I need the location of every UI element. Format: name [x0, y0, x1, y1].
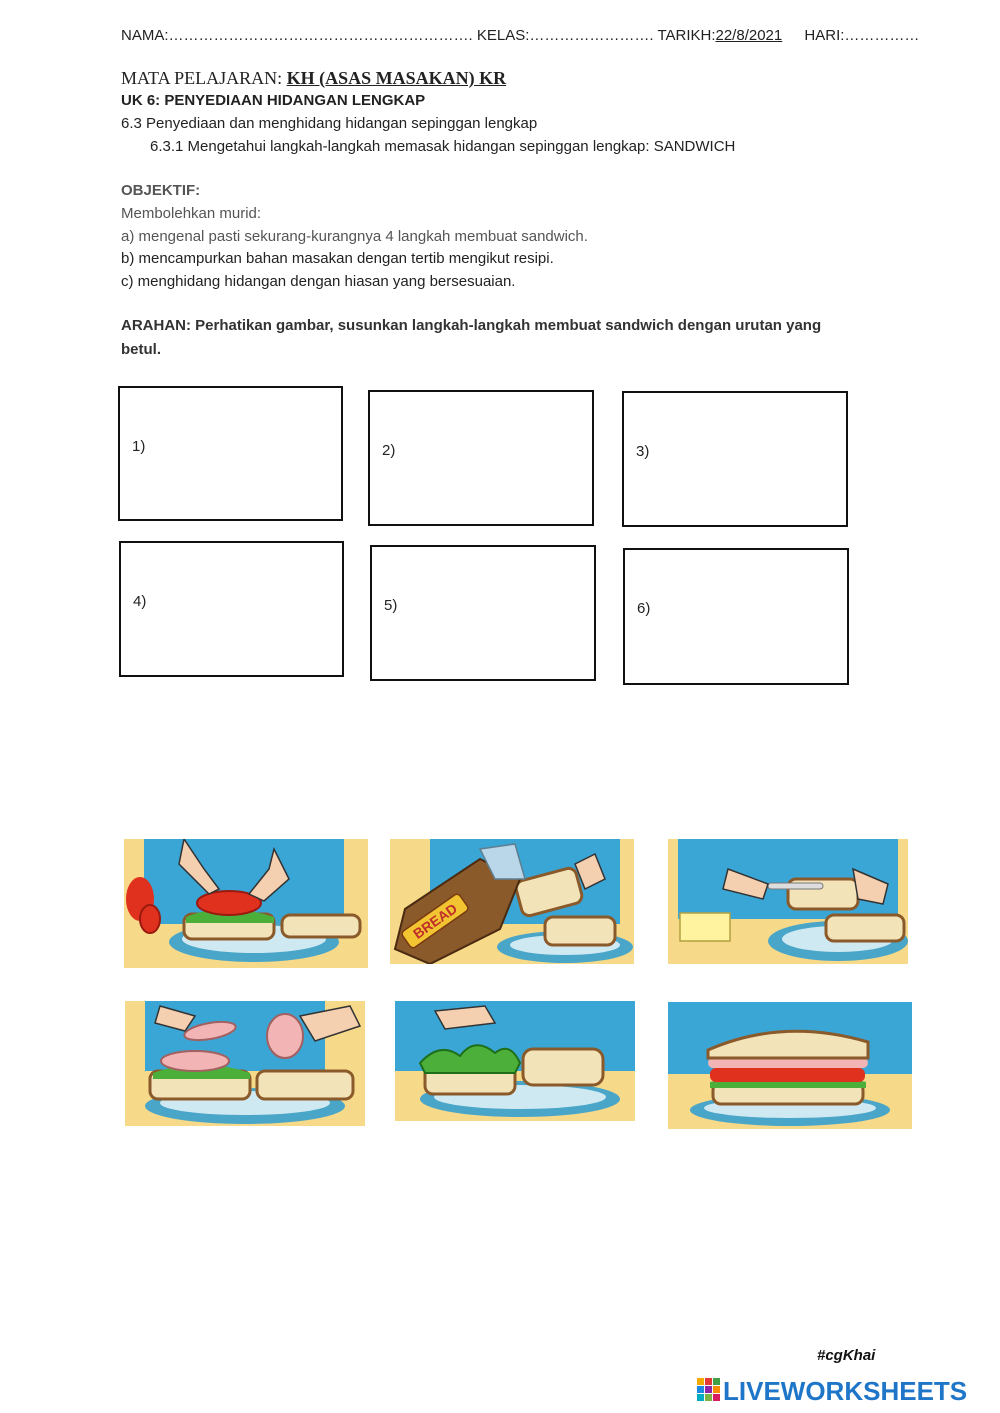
topic: 6.3 Penyediaan dan menghidang hidangan sepinggan lengkap	[121, 115, 538, 132]
subject-value: KH (ASAS MASAKAN) KR	[286, 68, 507, 88]
answer-box-number: 4)	[133, 593, 147, 610]
answer-box-number: 5)	[384, 597, 398, 614]
kelas-label: KELAS:…………………….	[476, 27, 658, 44]
instruction-line-2: betul.	[121, 341, 161, 358]
answer-box-1[interactable]	[118, 386, 343, 521]
instruction-line-1: ARAHAN: Perhatikan gambar, susunkan langkah-langkah membuat sandwich dengan urutan yang	[121, 317, 822, 334]
answer-box-2[interactable]	[368, 390, 594, 526]
tarikh-value: 22/8/2021	[715, 27, 783, 44]
finished-sandwich-picture	[668, 1002, 912, 1129]
bread-bag-picture	[390, 839, 634, 964]
answer-box-3[interactable]	[622, 391, 848, 527]
answer-box-6[interactable]	[623, 548, 849, 685]
butter-picture	[668, 839, 908, 964]
subject-label: MATA PELAJARAN:	[121, 68, 287, 88]
image-finished-sandwich[interactable]	[668, 1002, 912, 1129]
tarikh-label: TARIKH:	[657, 27, 716, 44]
image-tomato-slices[interactable]	[124, 839, 368, 968]
ham-picture	[125, 1001, 365, 1126]
image-bread-from-bag[interactable]	[390, 839, 634, 964]
bread-bag-label: BREAD	[410, 900, 460, 942]
author-tag: #cgKhai	[817, 1347, 876, 1364]
unit-title: UK 6: PENYEDIAAN HIDANGAN LENGKAP	[121, 92, 426, 109]
liveworksheets-logo-text: LIVEWORKSHEETS	[723, 1376, 968, 1406]
answer-box-4[interactable]	[119, 541, 344, 677]
subject-line	[121, 68, 506, 89]
image-add-ham[interactable]	[125, 1001, 365, 1126]
answer-box-number: 2)	[382, 442, 396, 459]
answer-box-number: 3)	[636, 443, 650, 460]
answer-box-number: 6)	[637, 600, 651, 617]
objective-item-b: b) mencampurkan bahan masakan dengan tertib mengikut resipi.	[121, 250, 554, 267]
tomato-slices-picture	[124, 839, 368, 968]
nama-label: NAMA:…………………………………………………….	[121, 27, 477, 44]
subtopic: 6.3.1 Mengetahui langkah-langkah memasak hidangan sepinggan lengkap: SANDWICH	[150, 138, 736, 155]
objective-heading: OBJEKTIF:	[121, 182, 201, 199]
objective-item-c: c) menghidang hidangan dengan hiasan yang bersesuaian.	[121, 273, 516, 290]
answer-box-5[interactable]	[370, 545, 596, 681]
image-spread-butter[interactable]	[668, 839, 908, 964]
liveworksheets-logo-icon	[697, 1378, 721, 1402]
objective-intro: Membolehkan murid:	[121, 205, 262, 222]
hari-label: HARI:……………	[804, 27, 920, 44]
answer-box-number: 1)	[132, 438, 146, 455]
lettuce-picture	[395, 1001, 635, 1121]
objective-item-a: a) mengenal pasti sekurang-kurangnya 4 langkah membuat sandwich.	[121, 228, 588, 245]
image-add-lettuce[interactable]	[395, 1001, 635, 1121]
header-line	[121, 27, 919, 44]
